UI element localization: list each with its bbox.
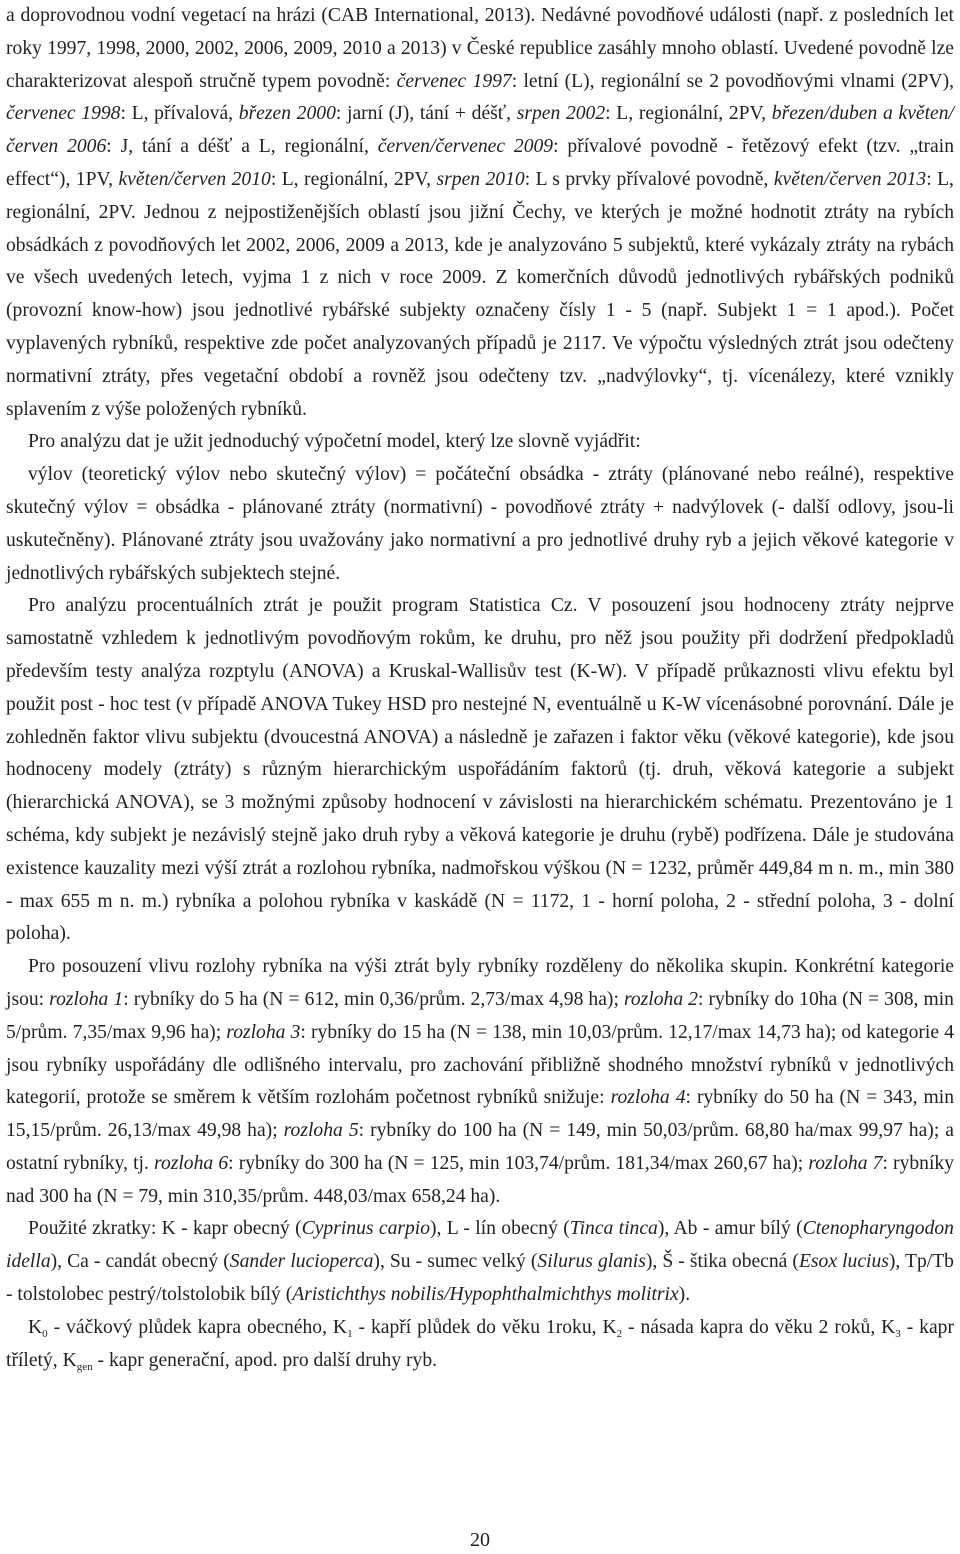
text-run: : rybníky nad 300 ha (N = 79, min 310,35/prům. 448,03/max 658,24 ha). (6, 1152, 954, 1207)
text-run: a doprovodnou vodní vegetací na hrázi (CAB International, 2013). Nedávné povodňové události (např. z posledních let roky 1997, 1998, 2000, 2002, 2006, 2009, 2010 a 2013) v České republice zasáhly mnoho oblastí. Uvedené povodně lze charakterizovat alespoň stručně typem povodně: (6, 5, 954, 92)
italic-term: březen 2000 (238, 103, 336, 125)
subscript: 1 (347, 1327, 353, 1340)
text-run: : rybníky do 15 ha (N = 138, min 10,03/prům. 12,17/max 14,73 ha); od kategorie 4 jsou rybníky uspořádány dle odlišného intervalu, pro zachování přibližně shodného množství rybníků v jednotlivých kategorií, protože se směrem k větším rozlohám početnost rybníků snižuje: (6, 1021, 955, 1109)
italic-term: červen/červenec 2009 (377, 136, 554, 158)
italic-term: rozloha 1 (49, 988, 124, 1010)
text-run: : L s prvky přívalové povodně, (524, 168, 774, 190)
italic-term: květen/červen 2013 (773, 168, 927, 190)
paragraph-7 (6, 1312, 954, 1378)
text-run: - váčkový plůdek kapra obecného, K (47, 1316, 348, 1338)
paragraph-1 (6, 0, 954, 426)
text-run: : přívalové povodně - řetězový efekt (tzv. „train effect“), 1PV, (6, 136, 954, 190)
paragraph-4 (6, 590, 954, 951)
text-run: : letní (L), regionální se 2 povodňovými vlnami (2PV), (511, 70, 954, 92)
italic-term: rozloha 5 (283, 1120, 359, 1142)
text-run: ), Š - štika obecná ( (645, 1251, 799, 1273)
italic-term: Silurus glanis (537, 1251, 646, 1273)
text-run: ). (678, 1284, 691, 1306)
paragraph-2 (6, 426, 954, 459)
text-run: : J, tání a déšť a L, regionální, (106, 136, 378, 158)
paragraph-3 (6, 459, 954, 590)
text-run: Pro analýzu procentuálních ztrát je použit program Statistica Cz. V posouzení jsou hodnoceny ztráty nejprve samostatně vzhledem k jednotlivým povodňovým rokům, ke druhu, pro něž jsou použity při dodržení předpokladů především testy analýza rozptylu (ANOVA) a Kruskal-Wallisův test (K-W). V případě průkaznosti vlivu efektu byl použit post - hoc test (v případě ANOVA Tukey HSD pro nestejné N, eventuálně u K-W vícenásobné porovnání. Dále je zohledněn faktor vlivu subjektu (dvoucestná ANOVA) a následně je zařazen i faktor věku (věkové kategorie), kde jsou hodnoceny modely (ztráty) s různým hierarchickým uspořádáním faktorů (tj. druh, věková kategorie a subjekt (hierarchická ANOVA), se 3 možnými způsoby hodnocení v závislosti na hierarchickém schématu. Prezentováno je 1 schéma, kdy subjekt je nezávislý stejně jako druh ryby a věková kategorie je druhu (rybě) podřízena. Dále je studována existence kauzality mezi výší ztrát a rozlohou rybníka, nadmořskou výškou (N = 1232, průměr 449,84 m n. m., min 380 - max 655 m n. m.) rybníka a polohou rybníka v kaskádě (N = 1172, 1 - horní poloha, 2 - střední poloha, 3 - dolní poloha). (6, 595, 954, 945)
italic-term: červenec 1997 (396, 70, 512, 92)
text-run: ), Ca - candát obecný ( (50, 1251, 230, 1273)
text-run: : L, regionální, 2PV, (605, 103, 772, 125)
text-run: ), L - lín obecný ( (430, 1218, 570, 1240)
italic-term: březen/duben a květen/červen 2006 (6, 103, 954, 158)
italic-term: Esox lucius (798, 1251, 889, 1273)
italic-term: srpen 2002 (516, 103, 606, 125)
text-run: : rybníky do 10ha (N = 308, min 5/prům. 7,35/max 9,96 ha); (6, 988, 954, 1043)
text-run: Použité zkratky: K - kapr obecný ( (28, 1218, 302, 1240)
text-run: : rybníky do 100 ha (N = 149, min 50,03/prům. 68,80 ha/max 99,97 ha); a ostatní rybníky, tj. (6, 1120, 954, 1174)
italic-term: Tinca tinca (569, 1218, 658, 1240)
text-run: - násada kapra do věku 2 roků, K (622, 1316, 896, 1338)
text-run: : jarní (J), tání + déšť, (335, 103, 517, 125)
text-run: : L, přívalová, (120, 103, 239, 125)
italic-term: červenec 1998 (6, 103, 121, 125)
text-run: : rybníky do 50 ha (N = 343, min 15,15/prům. 26,13/max 49,98 ha); (6, 1087, 955, 1142)
paragraph-5 (6, 951, 954, 1213)
text-run: ), Tp/Tb - tolstolobec pestrý/tolstolobik bílý ( (6, 1251, 954, 1306)
text-run: : L, regionální, 2PV. Jednou z nejpostiženějších oblastí jsou jižní Čechy, ve kterých je možné hodnotit ztráty na rybích obsádkách z povodňových let 2002, 2006, 2009 a 2013, kde je analyzováno 5 subjektů, které vykázaly ztráty na rybách ve všech uvedených letech, vyjma 1 z nich v roce 2009. Z komerčních důvodů jednotlivých rybářských podniků (provozní know-how) jsou jednotlivé rybářské subjekty označeny čísly 1 - 5 (např. Subjekt 1 = 1 apod.). Počet vyplavených rybníků, respektive zde počet analyzovaných případů je 2117. Ve výpočtu výsledných ztrát jsou odečteny normativní ztráty, přes vegetační období a rovněž jsou odečteny tzv. „nadvýlovky“, tj. vícenálezy, které vznikly splavením z výše položených rybníků. (6, 168, 954, 420)
text-run: ), Ab - amur bílý ( (657, 1218, 803, 1240)
text-run: - kapr generační, apod. pro další druhy ryb. (92, 1349, 438, 1371)
subscript: 2 (616, 1327, 623, 1340)
text-run: K (28, 1316, 43, 1338)
subscript: 0 (42, 1327, 48, 1340)
italic-term: rozloha 3 (226, 1021, 301, 1043)
italic-term: rozloha 4 (610, 1087, 686, 1109)
italic-term: rozloha 7 (808, 1152, 883, 1174)
text-run: Pro posouzení vlivu rozlohy rybníka na výši ztrát byly rybníky rozděleny do několika skupin. Konkrétní kategorie jsou: (6, 956, 954, 1010)
italic-term: Cyprinus carpio (301, 1218, 431, 1240)
italic-term: květen/červen 2010 (118, 168, 271, 190)
italic-term: Aristichthys nobilis/Hypophthalmichthys molitrix (292, 1284, 679, 1306)
text-run: : rybníky do 5 ha (N = 612, min 0,36/prům. 2,73/max 4,98 ha); (123, 988, 624, 1010)
text-run: výlov (teoretický výlov nebo skutečný výlov) = počáteční obsádka - ztráty (plánované nebo reálné), respektive skutečný výlov = obsádka - plánované ztráty (normativní) - povodňové ztráty + nadvýlovek (- další odlovy, jsou-li uskutečněny). Plánované ztráty jsou uvažovány jako normativní a pro jednotlivé druhy ryb a jejich věkové kategorie v jednotlivých rybářských subjektech stejné. (6, 464, 954, 584)
subscript: 3 (895, 1327, 901, 1340)
subscript: gen (76, 1360, 93, 1373)
italic-term: rozloha 2 (623, 988, 698, 1010)
paragraph-6 (6, 1213, 954, 1311)
italic-term: srpen 2010 (436, 168, 525, 190)
text-run: : L, regionální, 2PV, (270, 168, 437, 190)
italic-term: Sander lucioperca (229, 1251, 374, 1273)
italic-term: Ctenopharyngodon idella (6, 1218, 954, 1273)
page-number: 20 (470, 1529, 490, 1551)
text-run: ), Su - sumec velký ( (373, 1251, 538, 1273)
text-run: - kapr tříletý, K (6, 1316, 954, 1371)
text-run: Pro analýzu dat je užit jednoduchý výpočetní model, který lze slovně vyjádřit: (28, 431, 641, 453)
text-run: : rybníky do 300 ha (N = 125, min 103,74/prům. 181,34/max 260,67 ha); (228, 1152, 809, 1174)
italic-term: rozloha 6 (154, 1152, 229, 1174)
page-body (6, 0, 954, 1377)
text-run: - kapří plůdek do věku 1roku, K (352, 1316, 617, 1338)
